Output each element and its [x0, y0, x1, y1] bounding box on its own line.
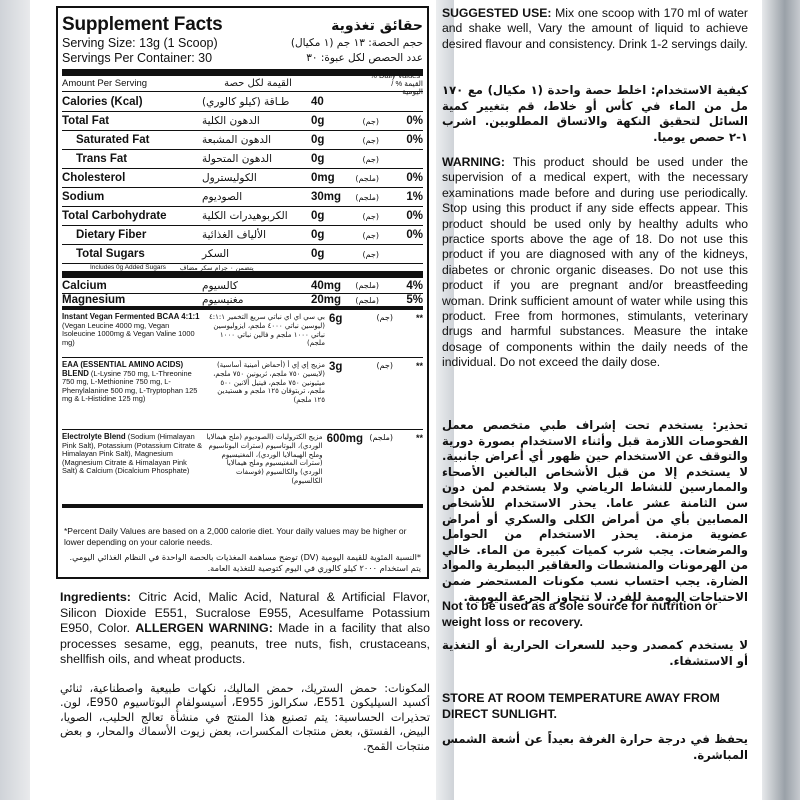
blend-dv: ** — [415, 313, 423, 323]
blend-detail: (Sodium (Himalayan Pink Salt), Potassium (Potassium Citrate & Himalayan Pink Salt), Magnesium (Magnesium Citrate & Himalayan Pink Salt) & Calcium (Dicalcium Phosphate) — [62, 432, 203, 476]
nutrient-unit-ar: (جم) — [362, 230, 379, 240]
serving-size: Serving Size: 13g (1 Scoop) — [62, 36, 218, 50]
ingredients-label: Ingredients: — [60, 590, 131, 604]
nutrient-row-total-sugars — [62, 245, 423, 264]
blend-amount: 600mg — [326, 433, 363, 445]
nutrient-unit-ar: (جم) — [362, 249, 379, 259]
nutrient-row-cholesterol — [62, 169, 423, 188]
servings-per-container-ar: عدد الحصص لكل عبوة: ٣٠ — [306, 52, 423, 64]
nutrient-dv: 0% — [406, 229, 423, 241]
nutrient-name-ar: الصوديوم — [202, 191, 243, 203]
nutrient-name: Total Carbohydrate — [62, 210, 167, 222]
nutrient-amount: 0g — [311, 153, 325, 165]
not-sole-source-ar: لا يستخدم كمصدر وحيد للسعرات الحرارية أو التغذية أو الاستشفاء. — [442, 638, 748, 668]
mineral-dv: 5% — [406, 294, 423, 306]
left-edge-stripe — [0, 0, 30, 800]
added-sugars-row — [62, 264, 423, 278]
blend-description — [62, 433, 204, 501]
storage-instructions-ar: يحفظ في درجة حرارة الغرفة بعيداً عن أشعة الشمس المباشرة. — [442, 732, 748, 762]
blend-description-ar: بي سي اي اي نباتي سريع التخمير ٤:١:١ (ليوسين نباتي ٤٠٠٠ ملجم، ايزوليوسين نباتي ١٠٠٠ ملجم و فالين نباتي ١٠٠٠ ملجم) — [208, 313, 325, 348]
nutrient-amount: 40 — [311, 95, 324, 108]
supplement-facts-panel — [56, 6, 429, 579]
blend-unit-ar: (جم) — [376, 313, 393, 322]
nutrient-name-ar: الدهون الكلية — [202, 115, 260, 127]
mineral-name-ar: مغنيسيوم — [202, 294, 244, 306]
facts-title: Supplement Facts — [62, 14, 223, 35]
nutrient-unit-ar: (ملجم) — [355, 192, 379, 202]
nutrient-name: Saturated Fat — [76, 134, 150, 146]
blend-description-ar: مزيج الكتروليات (الصوديوم (ملح هيمالايا الوردي)، البوتاسيوم (سترات البوتاسيوم وملح الهيمالايا الوردي)، المغنيسيوم (سترات المغنيسيوم وملح هيمالايا الوردي) والكالسيوم (فوسفات الكالسيوم) — [206, 433, 323, 485]
nutrient-row-dietary-fiber — [62, 226, 423, 245]
nutrient-amount: 0g — [311, 229, 325, 241]
nutrient-name-ar: الألياف الغذائية — [202, 229, 267, 241]
nutrient-unit-ar: (جم) — [362, 116, 379, 126]
nutrient-amount: 0g — [311, 248, 325, 260]
amount-per-serving-label-ar: القيمة لكل حصة — [224, 78, 292, 89]
nutrient-amount: 0mg — [311, 172, 335, 184]
nutrient-row-total-fat — [62, 112, 423, 131]
column-header — [62, 70, 423, 96]
nutrient-row-sodium — [62, 188, 423, 207]
footnote-ar: *النسبة المئوية للقيمة اليومية (DV) توضح مساهمة المغذيات بالحصة الواحدة في النظام الغذائي اليومي. يتم استخدام ٢٠٠٠ كيلو كالوري في اليوم كتوصية للتغذية العامة. — [69, 552, 421, 573]
suggested-use-ar: كيفية الاستخدام: اخلط حصة واحدة (١ مكيال) مع ١٧٠ مل من الماء في كأس أو خلاط، قم بتغيير كمية السائل لتحقيق النكهة والاتساق المطلوبين. اشرب ١-٢ حصص يوميا. — [442, 83, 748, 144]
blend-dv: ** — [415, 433, 423, 443]
daily-value-header: % Daily Values* / % القيمة اليومية — [370, 70, 423, 96]
nutrient-name: Dietary Fiber — [76, 229, 147, 241]
blend-amount: 3g — [329, 361, 343, 373]
right-edge-stripe — [762, 0, 800, 800]
ingredients-ar: المكونات: حمض الستريك، حمض الماليك، نكهات طبيعية واصطناعية، ثنائي أكسيد السيليكون E551، سكرالوز E955، أسيسولفام البوتاسيوم E950، لون. تحذيرات الحساسية: يتم تصنيع هذا المنتج في منشأة تعالج الحليب، الصويا، البيض، الفستق، بعض منتجات المكسرات، بعض زيوت الأسماك والمحار، و بعض منتجات القمح. — [60, 682, 430, 753]
nutrient-name: Sodium — [62, 191, 105, 203]
nutrient-name-ar: الكربوهيدرات الكلية — [202, 210, 288, 222]
nutrient-dv: 0% — [406, 115, 423, 127]
facts-footnote — [64, 526, 421, 573]
added-sugars-label: Includes 0g Added Sugars — [90, 264, 166, 271]
blend-amount: 6g — [329, 313, 343, 325]
blend-detail: (L-Lysine 750 mg, L-Threonine 750 mg, L-Methionine 750 mg, L-Phenylalanine 500 mg, L-Tryptophan 125 mg & L-Histidine 125 mg) — [62, 368, 198, 404]
facts-title-ar: حقائق تغذوية — [331, 18, 423, 34]
nutrient-unit-ar: (جم) — [362, 154, 379, 164]
storage-instructions: STORE AT ROOM TEMPERATURE AWAY FROM DIRECT SUNLIGHT. — [442, 691, 720, 721]
mineral-unit-ar: (ملجم) — [355, 295, 379, 305]
facts-header — [62, 8, 423, 36]
nutrient-amount: 0g — [311, 115, 325, 127]
nutrient-name: Total Fat — [62, 115, 110, 127]
warning-label: WARNING: — [442, 155, 505, 169]
blend-title: EAA (ESSENTIAL AMINO ACIDS) BLEND — [62, 360, 184, 378]
serving-size-row — [62, 36, 423, 51]
nutrient-name: Cholesterol — [62, 172, 126, 184]
nutrient-name-ar: طـاقة (كيلو كالوري) — [202, 95, 290, 108]
blend-title: Electrolyte Blend — [62, 432, 126, 441]
nutrient-name-ar: الكوليسترول — [202, 172, 257, 184]
amount-per-serving-label: Amount Per Serving — [62, 78, 148, 89]
blend-unit-ar: (ملجم) — [369, 433, 393, 442]
suggested-use-text: Mix one scoop with 170 ml of water and shake well, Vary the amount of liquid to achieve desired flavour and consistency. Drink 1-2 servings daily. — [442, 6, 748, 51]
blend-detail: (Vegan Leucine 4000 mg, Vegan Isoleucine 1000mg & Vegan Valine 1000 mg) — [62, 320, 195, 347]
nutrient-dv: 1% — [406, 191, 423, 203]
mineral-name: Magnesium — [62, 294, 126, 306]
nutrient-amount: 30mg — [311, 191, 342, 203]
nutrient-dv: 0% — [406, 210, 423, 222]
blend-description-ar: مزيج إي إي أ (أحماض أمينية أساسية) (لايسين ٧٥٠ ملجم، ثريونين ٧٥٠ ملجم، ميثيونين ٧٥٠ ملجم، فينيل ألانين ٥٠٠ ملجم، تربتوفان ١٢٥ ملجم و هستيدين ١٢٥ ملجم) — [213, 361, 325, 405]
blend-dv: ** — [415, 361, 423, 371]
ingredients-text: Citric Acid, Malic Acid, Natural & Artificial Flavor, Silicon Dioxide E551, Sucralose E955, Acesulfame Potassium E950, Color. — [60, 590, 430, 636]
nutrient-name: Calories (Kcal) — [62, 95, 143, 108]
blend-title: Instant Vegan Fermented BCAA 4:1:1 — [62, 312, 200, 321]
blend-row-bcaa — [62, 310, 423, 358]
suggested-use-block — [442, 6, 748, 52]
mineral-name: Calcium — [62, 279, 107, 292]
nutrient-name-ar: الدهون المتحولة — [202, 153, 273, 165]
not-sole-source: Not to be used as a sole source for nutrition or weight loss or recovery. — [442, 599, 718, 629]
mineral-unit-ar: (ملجم) — [355, 281, 379, 290]
nutrient-name: Trans Fat — [76, 153, 128, 165]
servings-row — [62, 51, 423, 66]
warning-text: This product should be used under the supervision of a medical expert, with the necessary examinations made before and during use periodically. Stop using this product if any side effects appear. This product should be used only by healthy adults who practice sports above the age of 18. Do not use this product if you are diagnosed with any of the kidneys, diabetes or chronic organic diseases. Do not use this product if you are pregnant and/or breastfeeding woman. Drink sufficient amount of water while using this product. Free from hormones, stimulants, veterinary drugs and harmful substances. Measure the intake dosage of components within the daily needs of the individual. Do not exceed the daily dose. — [442, 155, 748, 370]
mineral-amount: 40mg — [311, 279, 342, 292]
nutrient-row-trans-fat — [62, 150, 423, 169]
nutrient-name: Total Sugars — [76, 248, 145, 260]
footnote-en: *Percent Daily Values are based on a 2,000 calorie diet. Your daily values may be higher or lower depending on your calorie needs. — [64, 526, 407, 547]
nutrient-amount: 0g — [311, 134, 325, 146]
nutrient-unit-ar: (ملجم) — [355, 173, 379, 183]
nutrient-unit-ar: (جم) — [362, 135, 379, 145]
added-sugars-label-ar: يتضمن ٠ جرام سكر مضاف — [179, 263, 254, 272]
nutrient-row-total-carbohydrate — [62, 207, 423, 226]
nutrient-dv: 0% — [406, 172, 423, 184]
ingredients-block — [60, 590, 430, 668]
nutrient-name-ar: السكر — [202, 248, 230, 260]
mineral-row-magnesium — [62, 294, 423, 310]
blend-description — [62, 313, 204, 354]
nutrient-unit-ar: (جم) — [362, 211, 379, 221]
warning-ar: تحذير: يستخدم تحت إشراف طبي متخصص معمل الفحوصات اللازمة قبل وأثناء الاستخدام بصورة دورية والتوقف عن الاستخدام حين ظهور أي أعراض جانبية. لا يستخدم إلا من قبل الأشخاص البالغين الأصحاء والممارسين للنشاط الرياضي ولا يستخدم لمن دون سن الثامنة عشر عاما. يحذر الاستخدام للأشخاص المصابين بأي من أمراض الكلى والسكري أو أمراض عضوية مزمنة. يحذر الاستخدام من الحوامل والمرضعات. يجب شرب كميات كبيرة من الماء. خالي من الهرمونات والمنشطات والعقاقير البيطرية والمواد الضارة. يجب احتساب نسب مكونات المستحضر ضمن الاحتياجات اليومية للفرد. لا تتجاوز الجرعة اليومية. — [442, 418, 748, 604]
nutrient-amount: 0g — [311, 210, 325, 222]
serving-size-ar: حجم الحصة: ١٣ جم (١ مكيال) — [290, 37, 423, 49]
blend-row-electrolyte — [62, 430, 423, 508]
allergen-text: Made in a facility that also processes sesame, egg, peanuts, tree nuts, fish, crustaceans, shellfish oils, and wheat products. — [60, 621, 430, 667]
blend-unit-ar: (جم) — [376, 361, 393, 370]
blend-row-eaa — [62, 358, 423, 430]
suggested-use-label: SUGGESTED USE: — [442, 6, 552, 20]
mineral-name-ar: كالسيوم — [202, 279, 238, 292]
mineral-amount: 20mg — [311, 294, 342, 306]
blend-description — [62, 361, 204, 426]
nutrient-name-ar: الدهون المشبعة — [202, 134, 272, 146]
allergen-label: ALLERGEN WARNING: — [135, 621, 273, 636]
servings-per-container: Servings Per Container: 30 — [62, 51, 213, 65]
mineral-dv: 4% — [406, 279, 423, 292]
warning-block — [442, 155, 748, 371]
nutrient-row-saturated-fat — [62, 131, 423, 150]
mineral-row-calcium — [62, 278, 423, 294]
nutrient-dv: 0% — [406, 134, 423, 146]
